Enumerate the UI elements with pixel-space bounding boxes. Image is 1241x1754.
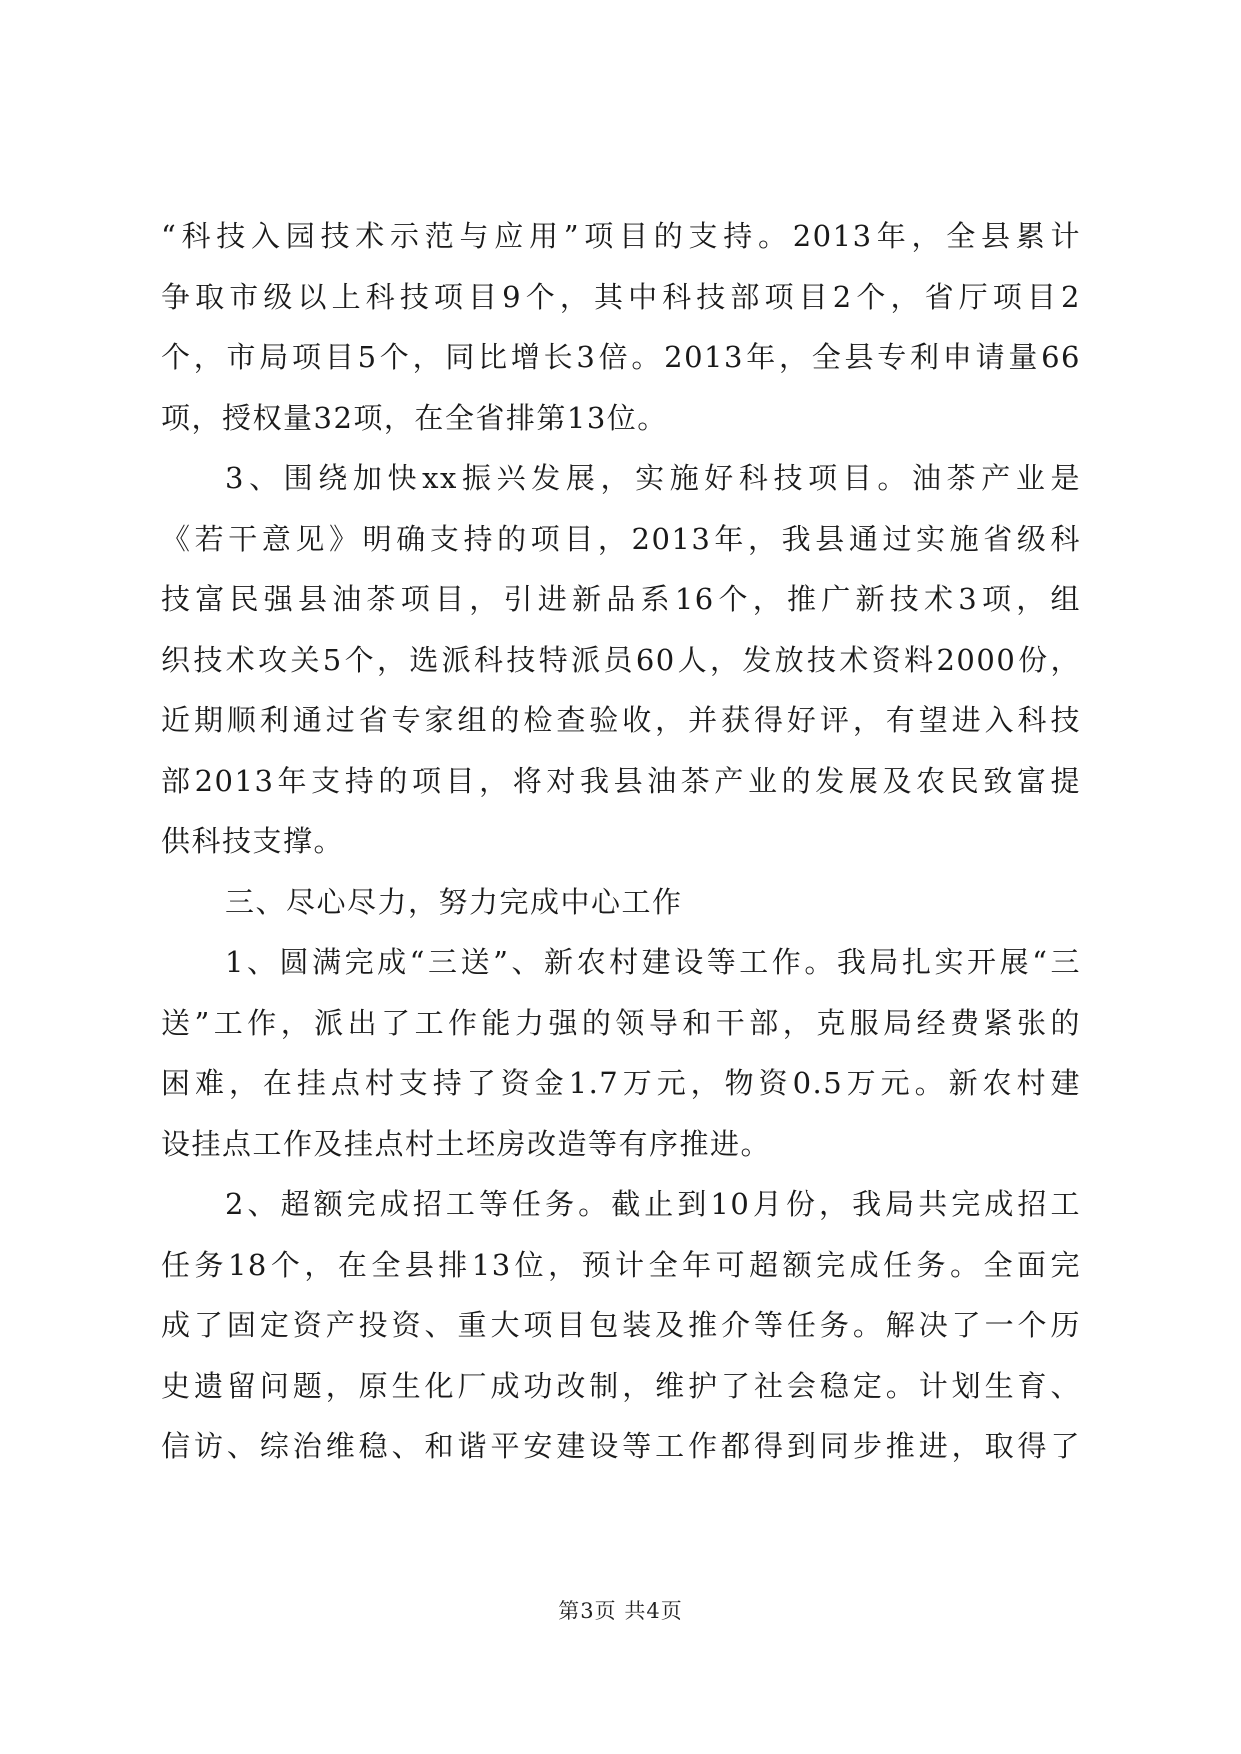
text-line: “科技入园技术示范与应用”项目的支持。2013年，全县累计	[161, 219, 1081, 253]
text-line: 史遗留问题，原生化厂成功改制，维护了社会稳定。计划生育、	[161, 1368, 1081, 1403]
text-line: 织技术攻关5个，选派科技特派员60人，发放技术资料2000份，	[161, 642, 1081, 677]
text-line: 信访、综治维稳、和谐平安建设等工作都得到同步推进，取得了	[161, 1429, 1081, 1463]
text-line: 设挂点工作及挂点村土坯房改造等有序推进。	[161, 1126, 772, 1161]
paragraph-heading-line: 3、围绕加快xx振兴发展，实施好科技项目。油茶产业是	[225, 461, 1081, 495]
text-line: 争取市级以上科技项目9个，其中科技部项目2个，省厅项目2	[161, 279, 1081, 314]
text-line: 技富民强县油茶项目，引进新品系16个，推广新技术3项，组	[161, 582, 1081, 616]
page-number-footer: 第3页 共4页	[558, 1599, 683, 1623]
text-line: 成了固定资产投资、重大项目包装及推介等任务。解决了一个历	[161, 1308, 1081, 1342]
document-body	[161, 206, 1081, 1477]
text-line: 供科技支撑。	[161, 824, 345, 858]
text-line: 困难，在挂点村支持了资金1.7万元，物资0.5万元。新农村建	[161, 1066, 1081, 1100]
section-heading: 三、尽心尽力，努力完成中心工作	[225, 884, 683, 919]
text-line: 《若干意见》明确支持的项目，2013年，我县通过实施省级科	[161, 521, 1081, 556]
paragraph-heading-line: 1、圆满完成“三送”、新农村建设等工作。我局扎实开展“三	[225, 945, 1081, 979]
text-line: 送”工作，派出了工作能力强的领导和干部，克服局经费紧张的	[161, 1005, 1081, 1040]
text-line: 任务18个，在全县排13位，预计全年可超额完成任务。全面完	[161, 1247, 1081, 1282]
text-line: 近期顺利通过省专家组的检查验收，并获得好评，有望进入科技	[161, 703, 1081, 737]
text-line: 部2013年支持的项目，将对我县油茶产业的发展及农民致富提	[161, 763, 1081, 798]
text-line: 个，市局项目5个，同比增长3倍。2013年，全县专利申请量66	[161, 340, 1081, 374]
paragraph-heading-line: 2、超额完成招工等任务。截止到10月份，我局共完成招工	[225, 1187, 1081, 1221]
text-line: 项，授权量32项，在全省排第13位。	[161, 400, 668, 435]
